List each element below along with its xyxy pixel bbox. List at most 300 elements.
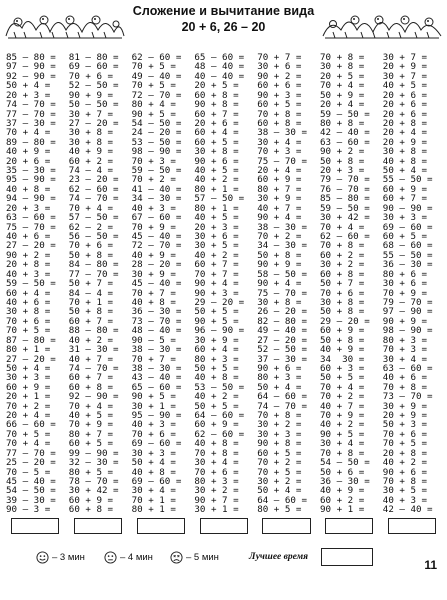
exercise-item: 78 – 70 = xyxy=(68,475,119,486)
best-time-label: Лучшее время xyxy=(249,552,308,562)
exercise-item: 88 – 80 = xyxy=(68,325,119,335)
exercise-item: 70 + 8 = xyxy=(194,447,239,458)
exercise-item: 60 + 9 = xyxy=(68,494,114,505)
exercise-item: 84 – 80 = xyxy=(68,259,119,269)
exercise-item: 70 + 6 = xyxy=(194,466,239,476)
exercise-item: 20 + 5 = xyxy=(319,70,365,81)
exercise-item: 42 – 40 = xyxy=(319,127,370,137)
exercise-item: 67 – 60 = xyxy=(131,212,182,222)
exercise-item: 90 + 6 = xyxy=(257,362,302,373)
exercise-item: 40 + 2 = xyxy=(194,174,239,184)
time-answer-box[interactable] xyxy=(200,518,248,534)
exercise-item: 77 – 70 = xyxy=(68,268,119,279)
happy-face-icon xyxy=(36,551,49,564)
exercise-item: 20 + 3 = xyxy=(319,165,365,175)
exercise-item: 50 + 8 = xyxy=(319,334,365,345)
exercise-item: 97 – 90 = xyxy=(382,306,433,316)
exercise-item: 65 – 60 = xyxy=(131,381,182,392)
time-answer-box[interactable] xyxy=(74,518,122,534)
exercise-item: 20 + 6 = xyxy=(6,155,51,166)
exercise-item: 20 + 4 = xyxy=(257,165,302,175)
exercise-item: 30 + 1 = xyxy=(194,504,239,514)
exercise-item: 45 – 40 = xyxy=(131,278,182,288)
exercise-item: 30 + 8 = xyxy=(68,136,114,147)
exercise-item: 70 + 6 = xyxy=(6,315,51,326)
exercise-item: 50 + 8 = xyxy=(319,155,365,166)
exercise-item: 70 + 3 = xyxy=(131,155,176,166)
exercise-item: 70 + 6 = xyxy=(68,70,114,81)
exercise-item: 59 – 50 = xyxy=(319,202,370,213)
exercise-item: 30 + 9 = xyxy=(194,334,239,345)
exercise-item: 60 + 9 = xyxy=(257,174,302,184)
exercise-item: 62 – 60 = xyxy=(131,52,182,62)
legend-label: – 5 мин xyxy=(186,552,219,563)
exercise-item: 54 – 50 = xyxy=(6,485,56,495)
exercise-item: 60 + 5 = xyxy=(257,447,302,458)
exercise-item: 90 – 3 = xyxy=(6,504,51,514)
exercise-item: 24 – 20 = xyxy=(131,127,182,137)
exercise-item: 90 – 90 = xyxy=(382,202,433,213)
exercise-item: 60 + 8 = xyxy=(68,504,114,514)
exercise-item: 70 + 8 = xyxy=(319,52,365,62)
exercise-item: 50 + 9 = xyxy=(319,89,365,100)
exercise-item: 30 + 3 = xyxy=(6,372,51,382)
exercise-item: 60 + 2 = xyxy=(68,155,114,166)
exercise-item: 54 – 50 = xyxy=(319,457,370,467)
legend-neutral xyxy=(104,551,153,564)
exercise-item: 30 + 9 = xyxy=(131,268,176,279)
exercise-item: 80 + 7 = xyxy=(257,183,302,194)
exercise-item: 70 + 6 = xyxy=(319,287,365,297)
exercise-item: 20 + 5 = xyxy=(194,80,239,90)
exercise-item: 39 – 30 = xyxy=(6,494,56,505)
exercise-column xyxy=(4,52,67,514)
exercise-item: 90 + 6 = xyxy=(382,466,428,476)
exercise-item: 48 – 40 = xyxy=(194,61,245,71)
exercise-item: 70 + 2 = xyxy=(6,400,51,411)
exercise-item: 30 + 7 = xyxy=(382,70,428,81)
neutral-face-icon xyxy=(104,551,117,564)
exercise-item: 40 + 5 = xyxy=(194,165,239,175)
exercise-item: 50 + 8 = xyxy=(319,306,365,316)
legend-sad xyxy=(170,551,219,564)
exercise-item: 30 + 3 = xyxy=(382,212,428,222)
exercise-item: 40 + 3 = xyxy=(382,494,428,505)
exercise-item: 20 + 4 = xyxy=(382,127,428,137)
exercise-item: 38 – 30 = xyxy=(257,127,307,137)
exercise-item: 70 + 6 = xyxy=(68,240,114,250)
exercise-item: 60 + 2 = xyxy=(319,494,365,505)
exercise-item: 30 + 42 = xyxy=(319,212,370,222)
exercise-item: 50 + 4 = xyxy=(131,457,176,467)
exercise-item: 70 + 9 = xyxy=(131,221,176,232)
exercise-item: 90 + 5 = xyxy=(319,428,365,439)
exercise-item: 30 + 9 = xyxy=(257,193,302,203)
exercise-item: 69 – 60 = xyxy=(382,221,433,232)
exercise-item: 30 + 8 = xyxy=(319,61,365,71)
exercise-item: 70 + 1 = xyxy=(131,494,176,505)
exercise-item: 50 + 8 = xyxy=(68,306,114,316)
exercise-item: 90 + 4 = xyxy=(257,278,302,288)
exercise-item: 82 – 80 = xyxy=(257,315,307,326)
exercise-item: 20 + 6 = xyxy=(382,108,428,118)
exercise-item: 30 + 8 = xyxy=(194,146,239,156)
exercise-item: 90 + 2 = xyxy=(319,146,365,156)
exercise-item: 38 – 30 = xyxy=(257,221,307,232)
exercise-item: 20 + 3 = xyxy=(6,202,51,213)
exercise-item: 84 – 4 = xyxy=(68,287,114,297)
exercise-item: 20 + 4 = xyxy=(319,99,365,109)
time-answer-box[interactable] xyxy=(11,518,59,534)
exercise-item: 59 – 50 = xyxy=(131,165,182,175)
exercise-item: 64 – 60 = xyxy=(257,391,307,401)
time-answer-box[interactable] xyxy=(137,518,185,534)
exercise-item: 60 + 7 = xyxy=(194,259,239,269)
exercise-item: 36 – 30 = xyxy=(131,306,182,316)
exercise-item: 40 + 8 = xyxy=(382,155,428,166)
exercise-item: 50 + 8 = xyxy=(257,249,302,260)
exercise-item: 50 + 5 = xyxy=(194,400,239,411)
exercise-item: 40 – 40 = xyxy=(194,70,245,81)
exercise-item: 69 – 60 = xyxy=(131,438,182,448)
exercise-item: 90 + 4 = xyxy=(257,212,302,222)
exercise-item: 58 – 50 = xyxy=(257,268,307,279)
exercise-item: 70 + 4 = xyxy=(319,221,365,232)
exercise-item: 75 – 70 = xyxy=(257,287,307,297)
exercise-item: 90 + 3 = xyxy=(194,287,239,297)
exercise-item: 92 – 90 = xyxy=(6,70,56,81)
exercise-item: 72 – 70 = xyxy=(131,89,182,100)
exercise-item: 90 + 3 = xyxy=(257,89,302,100)
exercise-item: 63 – 60 = xyxy=(319,136,370,147)
exercise-item: 50 – 50 = xyxy=(68,99,119,109)
exercise-item: 30 + 5 = xyxy=(194,240,239,250)
exercise-item: 90 + 5 = xyxy=(131,391,176,401)
exercise-item: 60 + 4 = xyxy=(6,287,51,297)
exercise-item: 70 + 6 = xyxy=(382,428,428,439)
exercise-item: 60 + 8 = xyxy=(68,381,114,392)
exercise-item: 20 + 8 = xyxy=(382,447,428,458)
best-time-box[interactable] xyxy=(321,548,373,566)
exercise-item: 60 + 7 = xyxy=(382,193,428,203)
time-answer-box[interactable] xyxy=(262,518,310,534)
exercise-item: 52 – 50 = xyxy=(68,80,119,90)
exercise-item: 74 – 70 = xyxy=(257,400,307,411)
exercise-item: 23 – 20 = xyxy=(68,174,119,184)
exercise-item: 30 + 6 = xyxy=(194,231,239,241)
exercise-item: 30 + 2 = xyxy=(257,419,302,429)
exercise-item: 40 + 7 = xyxy=(257,202,302,213)
exercise-item: 60 + 9 = xyxy=(319,325,365,335)
exercise-item: 70 + 9 = xyxy=(68,419,114,429)
exercise-item: 92 – 90 = xyxy=(68,391,119,401)
exercise-item: 94 – 90 = xyxy=(6,193,56,203)
exercise-item: 40 + 9 = xyxy=(6,146,51,156)
exercise-item: 40 + 3 = xyxy=(6,268,51,279)
exercise-item: 70 + 5 = xyxy=(257,466,302,476)
exercise-item: 76 – 70 = xyxy=(319,183,370,194)
exercise-item: 56 – 50 = xyxy=(68,231,119,241)
exercise-item: 90 + 6 = xyxy=(194,155,239,166)
exercise-item: 90 + 5 = xyxy=(131,108,176,118)
exercise-item: 38 – 30 = xyxy=(131,362,182,373)
exercise-item: 70 + 7 = xyxy=(131,353,176,363)
exercise-item: 90 + 9 = xyxy=(257,259,302,269)
exercise-item: 74 – 70 = xyxy=(68,362,119,373)
exercise-item: 70 + 4 = xyxy=(68,202,114,213)
exercise-item: 80 + 4 = xyxy=(131,99,176,109)
exercise-item: 64 – 60 = xyxy=(257,494,307,505)
exercise-item: 62 – 60 = xyxy=(68,183,119,194)
exercise-item: 70 + 8 = xyxy=(319,447,365,458)
exercise-item: 40 + 8 = xyxy=(6,183,51,194)
exercise-item: 69 – 60 = xyxy=(68,61,119,71)
exercise-item: 20 + 9 = xyxy=(382,410,428,420)
exercise-item: 69 – 60 = xyxy=(131,475,182,486)
exercise-item: 77 – 70 = xyxy=(6,108,56,118)
exercise-item: 95 – 90 = xyxy=(131,410,182,420)
exercise-item: 70 + 5 = xyxy=(382,438,428,448)
exercise-item: 30 + 8 = xyxy=(6,306,51,316)
exercise-item: 89 – 80 = xyxy=(6,136,56,147)
exercise-item: 30 + 2 = xyxy=(257,475,302,486)
exercise-item: 30 + 5 = xyxy=(382,485,428,495)
exercise-item: 20 + 1 = xyxy=(6,391,51,401)
exercise-item: 34 – 30 = xyxy=(257,240,307,250)
exercise-item: 50 + 5 = xyxy=(194,362,239,373)
page-number: 11 xyxy=(424,558,437,572)
exercise-item: 38 – 30 = xyxy=(131,344,182,354)
exercise-item: 70 + 2 = xyxy=(319,391,365,401)
exercise-item: 70 + 3 = xyxy=(382,344,428,354)
exercise-item: 35 – 30 = xyxy=(6,165,56,175)
exercise-item: 36 – 30 = xyxy=(319,475,370,486)
exercise-item: 73 – 70 = xyxy=(131,315,182,326)
exercise-item: 95 – 90 = xyxy=(6,174,56,184)
exercise-item: 79 – 70 = xyxy=(319,174,370,184)
exercise-item: 60 + 9 = xyxy=(194,419,239,429)
exercise-column xyxy=(130,52,193,514)
exercise-item: 90 + 2 = xyxy=(6,249,51,260)
exercise-item: 55 – 50 = xyxy=(382,249,433,260)
exercise-item: 54 – 50 = xyxy=(131,117,182,128)
title-block xyxy=(124,4,323,34)
exercise-item: 49 – 40 = xyxy=(257,325,307,335)
exercise-item: 37 – 30 = xyxy=(257,353,307,363)
exercise-item: 70 + 7 = xyxy=(257,52,302,62)
exercise-item: 70 + 6 = xyxy=(131,428,176,439)
exercise-item: 98 – 90 = xyxy=(131,146,182,156)
page-subtitle: 20 + 6, 26 – 20 xyxy=(181,20,266,34)
exercise-item: 80 + 3 = xyxy=(382,334,428,345)
exercise-item: 57 – 50 = xyxy=(68,212,119,222)
exercise-item: 30 + 3 = xyxy=(257,428,302,439)
exercise-item: 60 + 7 = xyxy=(68,372,114,382)
exercise-item: 57 – 50 = xyxy=(194,193,245,203)
exercise-item: 50 + 7 = xyxy=(68,278,114,288)
exercise-item: 59 – 50 = xyxy=(6,278,56,288)
exercise-item: 40 + 5 = xyxy=(382,80,428,90)
answer-boxes-row xyxy=(4,518,444,538)
exercise-item: 70 + 9 = xyxy=(382,287,428,297)
exercise-item: 30 + 8 = xyxy=(68,127,114,137)
exercise-item: 49 – 40 = xyxy=(131,70,182,81)
legend-label: – 3 мин xyxy=(52,552,85,563)
exercise-item: 29 – 20 = xyxy=(194,296,245,307)
exercise-column xyxy=(381,52,444,514)
exercise-item: 70 + 4 = xyxy=(319,80,365,90)
exercise-item: 74 – 70 = xyxy=(6,99,56,109)
exercise-item: 30 + 4 = xyxy=(382,353,428,363)
exercise-item: 40 + 2 = xyxy=(319,419,365,429)
exercise-item: 70 + 5 = xyxy=(131,80,176,90)
exercise-item: 90 + 9 = xyxy=(68,89,114,100)
exercise-item: 80 + 8 = xyxy=(319,117,365,128)
exercise-item: 70 + 5 = xyxy=(6,428,51,439)
exercise-item: 81 – 80 = xyxy=(68,52,119,62)
exercise-item: 20 + 8 = xyxy=(382,117,428,128)
exercise-item: 79 – 70 = xyxy=(382,296,433,307)
exercise-item: 30 + 8 = xyxy=(382,146,428,156)
exercise-item: 40 + 3 = xyxy=(131,202,176,213)
exercise-item: 30 + 1 = xyxy=(131,400,176,411)
exercise-item: 87 – 80 = xyxy=(6,334,56,345)
footer xyxy=(0,548,447,578)
exercise-item: 50 + 4 = xyxy=(257,485,302,495)
exercise-item: 80 + 5 = xyxy=(257,504,302,514)
exercise-item: 29 – 20 = xyxy=(319,315,370,326)
exercise-item: 85 – 80 = xyxy=(319,193,370,203)
exercise-item: 50 + 8 = xyxy=(68,249,114,260)
exercise-column xyxy=(192,52,255,514)
exercise-item: 30 + 2 = xyxy=(194,485,239,495)
exercise-item: 40 + 2 = xyxy=(382,457,428,467)
exercise-item: 30 + 9 = xyxy=(382,400,428,411)
exercise-item: 20 + 3 = xyxy=(194,221,239,232)
exercise-item: 80 + 3 = xyxy=(194,353,239,363)
exercise-item: 70 + 2 = xyxy=(131,174,176,184)
sad-face-icon xyxy=(170,551,183,564)
exercise-item: 20 + 4 = xyxy=(6,410,51,420)
exercise-item: 48 – 40 = xyxy=(131,325,182,335)
exercise-item: 52 – 50 = xyxy=(257,344,307,354)
exercise-item: 90 + 8 = xyxy=(257,438,302,448)
exercise-item: 41 – 40 = xyxy=(131,183,182,194)
exercise-item: 60 + 8 = xyxy=(194,89,239,100)
exercise-item: 30 + 7 = xyxy=(382,52,428,62)
exercise-item: 40 + 9 = xyxy=(319,485,365,495)
exercise-item: 27 – 20 = xyxy=(6,353,56,363)
exercise-item: 98 – 90 = xyxy=(382,325,433,335)
exercise-item: 70 – 5 = xyxy=(6,466,51,476)
legend-label: – 4 мин xyxy=(120,552,153,563)
exercise-item: 60 + 4 = xyxy=(194,127,239,137)
exercise-item: 50 + 7 = xyxy=(319,278,365,288)
exercise-item: 53 – 50 = xyxy=(194,381,245,392)
exercise-item: 30 + 8 = xyxy=(319,296,365,307)
exercise-item: 30 + 4 = xyxy=(319,438,365,448)
exercise-item: 62 – 60 = xyxy=(319,231,370,241)
exercise-item: 80 + 1 = xyxy=(6,344,51,354)
exercise-item: 62 – 60 = xyxy=(194,428,245,439)
exercise-item: 28 – 20 = xyxy=(131,259,182,269)
exercise-item: 60 + 8 = xyxy=(319,268,365,279)
exercise-item: 50 + 4 = xyxy=(257,381,302,392)
exercise-item: 40 + 8 = xyxy=(194,372,239,382)
exercise-item: 36 – 30 = xyxy=(382,259,433,269)
exercise-item: 70 + 9 = xyxy=(319,410,365,420)
exercise-item: 90 + 1 = xyxy=(319,504,365,514)
page-title: Сложение и вычитание вида xyxy=(132,4,315,18)
exercise-item: 34 30 = xyxy=(319,353,365,363)
exercise-item: 70 + 4 = xyxy=(68,400,114,411)
exercise-column xyxy=(67,52,130,514)
exercise-item: 30 + 6 = xyxy=(382,278,428,288)
exercise-item: 30 + 4 = xyxy=(257,136,302,147)
exercise-columns xyxy=(4,52,444,514)
exercise-item: 20 + 8 = xyxy=(6,259,51,269)
exercise-item: 60 + 5 = xyxy=(382,231,428,241)
exercise-item: 30 + 3 = xyxy=(131,447,176,458)
exercise-item: 80 + 1 = xyxy=(194,183,239,194)
exercise-item: 90 + 9 = xyxy=(382,315,428,326)
exercise-item: 53 – 50 = xyxy=(131,136,182,147)
exercise-item: 62 – 2 = xyxy=(68,221,114,232)
exercise-item: 73 – 70 = xyxy=(382,391,433,401)
exercise-item: 70 + 2 = xyxy=(257,231,302,241)
exercise-item: 70 + 4 = xyxy=(6,438,51,448)
exercise-item: 30 + 6 = xyxy=(257,61,302,71)
exercise-item: 40 + 5 = xyxy=(68,410,114,420)
exercise-item: 20 + 6 = xyxy=(382,89,428,100)
exercise-column xyxy=(255,52,318,514)
exercise-item: 90 – 5 = xyxy=(131,334,176,345)
exercise-item: 80 + 7 = xyxy=(68,428,114,439)
time-answer-box[interactable] xyxy=(325,518,373,534)
exercise-item: 90 + 5 = xyxy=(194,315,239,326)
exercise-item: 70 + 1 = xyxy=(68,296,114,307)
exercise-item: 80 + 3 = xyxy=(257,372,302,382)
exercise-item: 70 + 7 = xyxy=(194,268,239,279)
exercise-item: 50 + 5 = xyxy=(194,306,239,316)
exercise-item: 55 – 50 = xyxy=(382,174,433,184)
time-answer-box[interactable] xyxy=(388,518,436,534)
exercise-item: 80 + 1 = xyxy=(131,504,176,514)
exercise-item: 20 + 9 = xyxy=(382,136,428,147)
exercise-item: 72 – 70 = xyxy=(131,240,182,250)
exercise-item: 60 + 2 = xyxy=(319,249,365,260)
exercise-item: 70 + 5 = xyxy=(6,325,51,335)
exercise-column xyxy=(318,52,381,514)
exercise-item: 80 + 5 = xyxy=(68,466,114,476)
exercise-item: 50 + 6 = xyxy=(319,466,365,476)
animals-illustration-icon xyxy=(321,6,443,42)
exercise-item: 74 – 4 = xyxy=(68,165,114,175)
exercise-item: 77 – 70 = xyxy=(6,447,56,458)
exercise-item: 50 + 4 = xyxy=(6,362,51,373)
exercise-item: 66 – 60 = xyxy=(6,419,56,429)
exercise-item: 60 + 7 = xyxy=(194,108,239,118)
exercise-item: 26 – 20 = xyxy=(257,306,307,316)
exercise-item: 65 – 60 = xyxy=(194,52,245,62)
exercise-item: 80 + 1 = xyxy=(194,202,239,213)
exercise-item: 90 + 2 = xyxy=(257,70,302,81)
exercise-item: 60 + 7 = xyxy=(68,315,114,326)
exercise-item: 50 + 4 = xyxy=(6,80,51,90)
exercise-item: 30 + 8 = xyxy=(257,296,302,307)
exercise-item: 20 + 6 = xyxy=(194,117,239,128)
exercise-item: 70 + 4 = xyxy=(319,381,365,392)
